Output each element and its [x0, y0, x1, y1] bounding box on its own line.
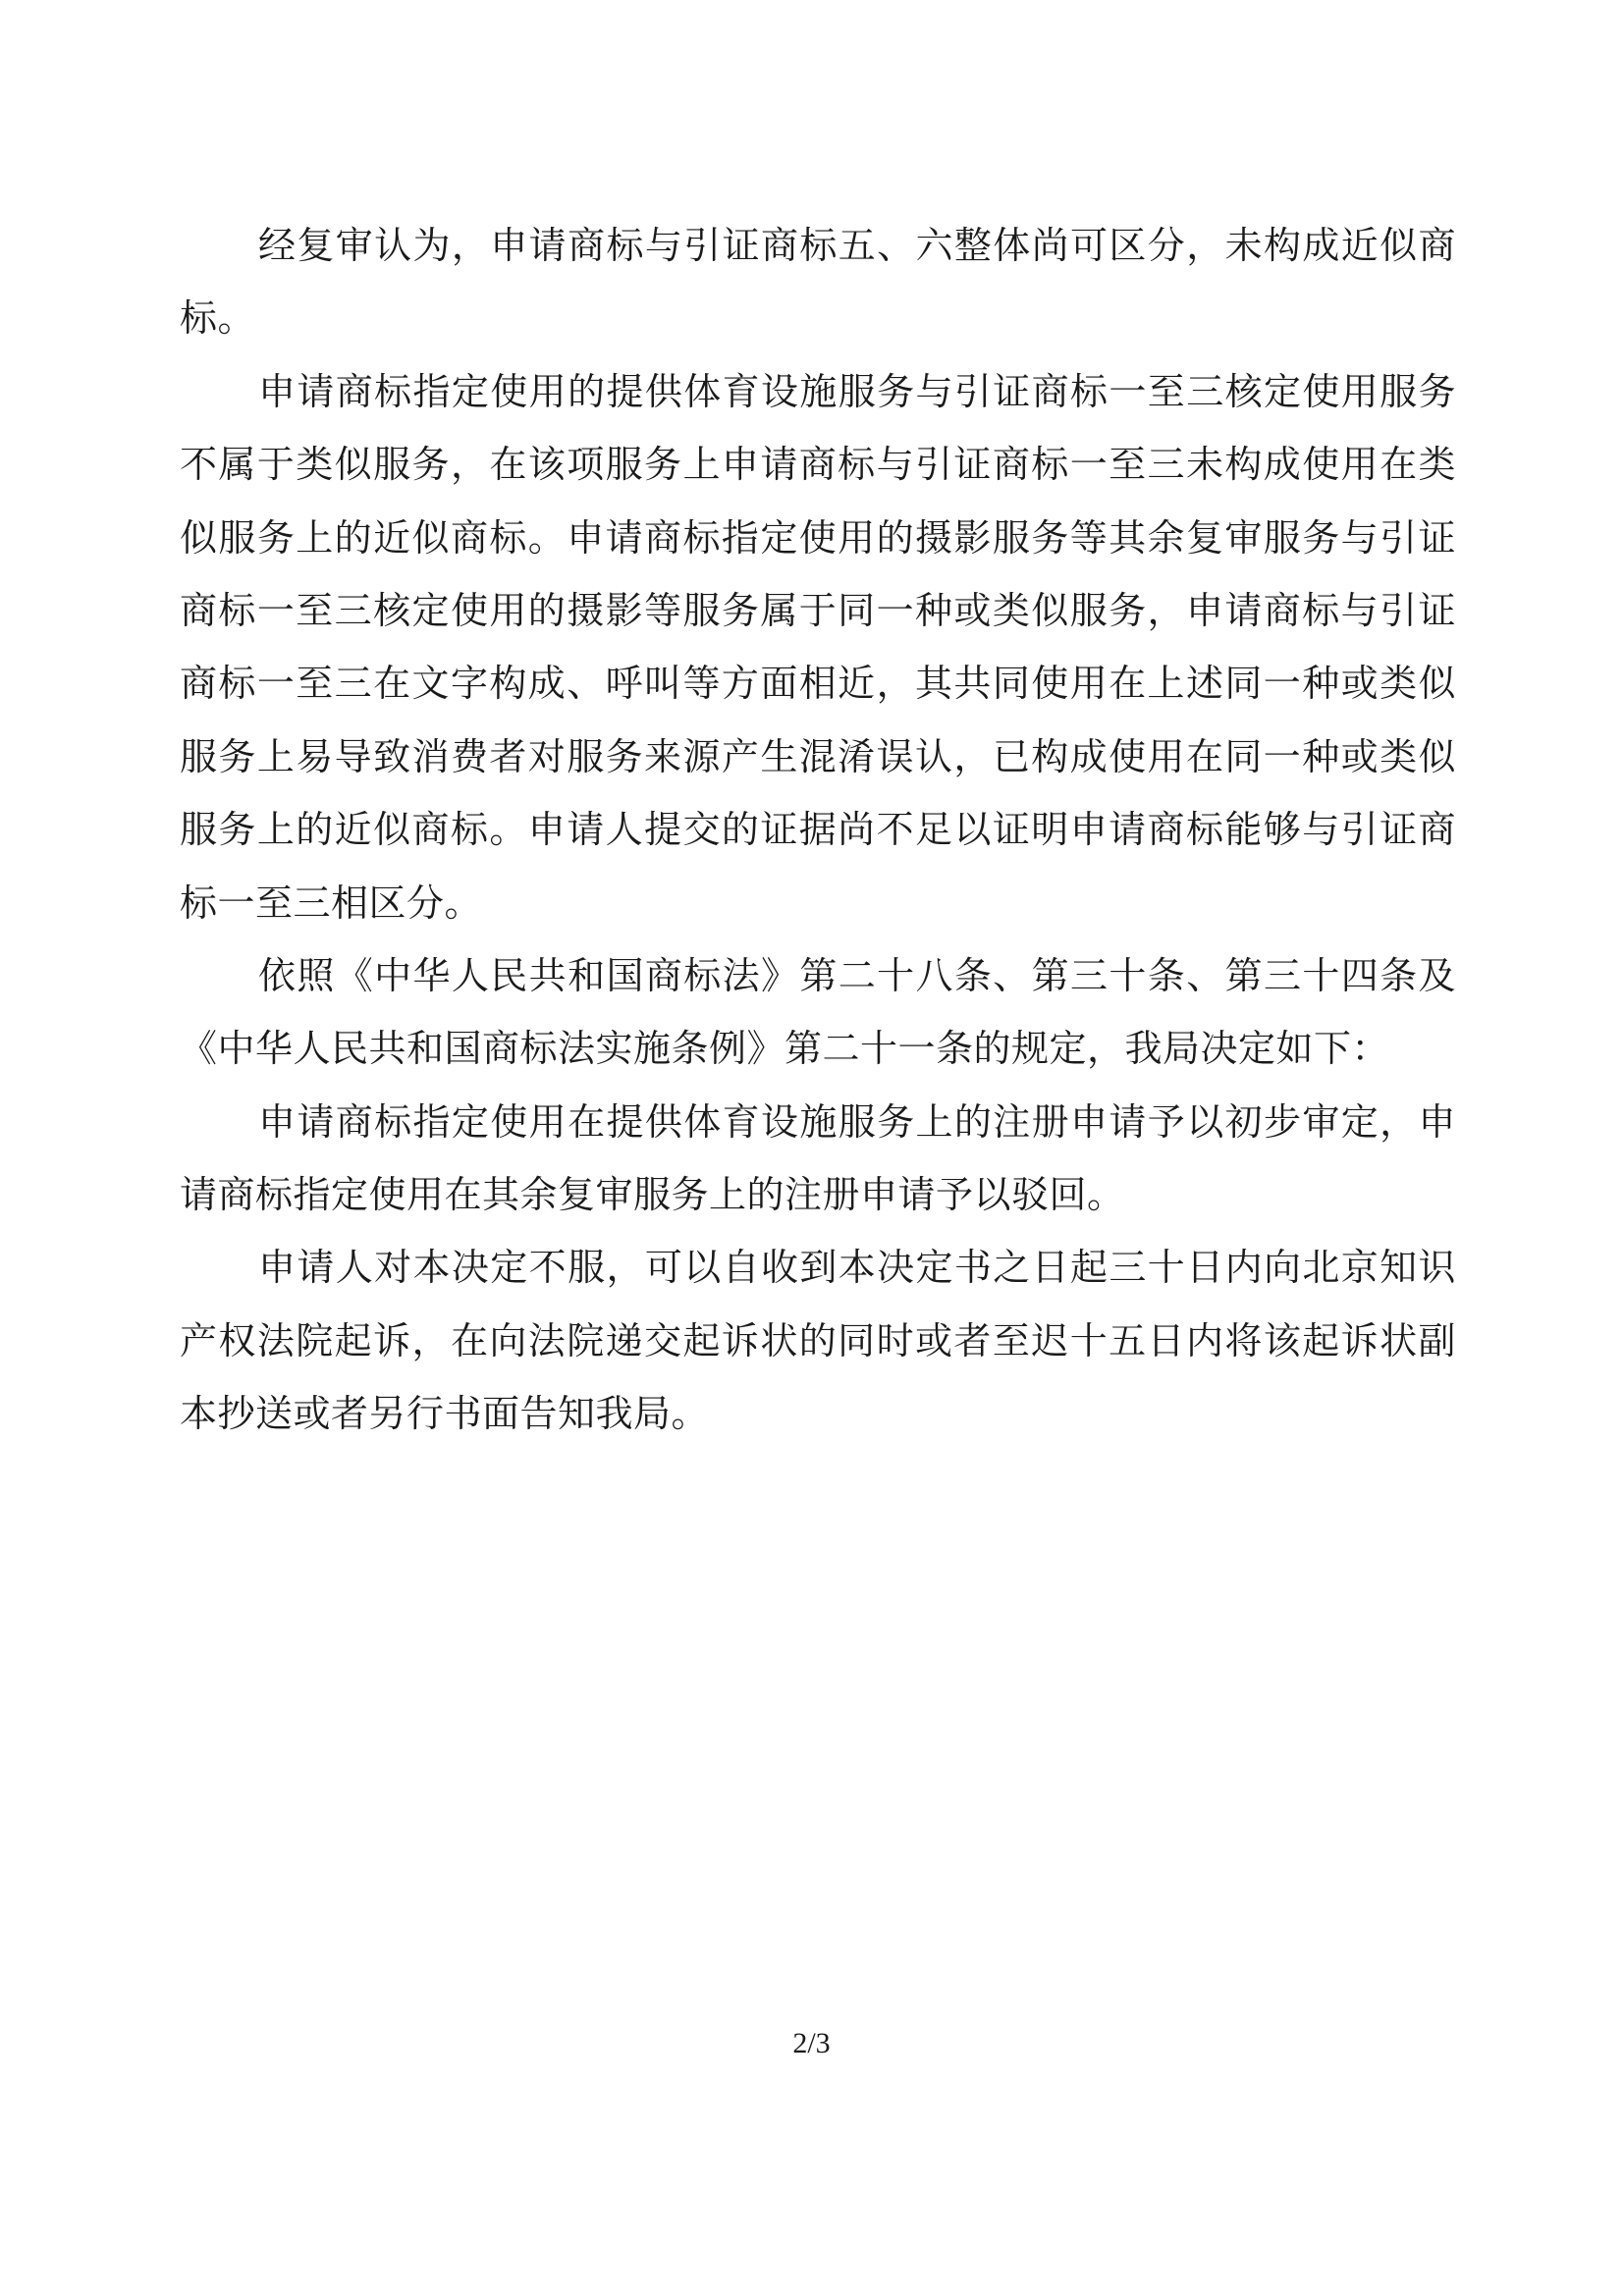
text-line: 商标一至三核定使用的摄影等服务属于同一种或类似服务，申请商标与引证 — [180, 588, 1456, 632]
text-line: 申请商标指定使用在提供体育设施服务上的注册申请予以初步审定，申 — [258, 1099, 1456, 1144]
text-line: 申请商标指定使用的提供体育设施服务与引证商标一至三核定使用服务 — [258, 369, 1456, 413]
text-line: 依照《中华人民共和国商标法》第二十八条、第三十条、第三十四条及 — [258, 953, 1456, 997]
paragraph-3 — [180, 939, 1456, 1086]
text-line: 商标一至三在文字构成、呼叫等方面相近，其共同使用在上述同一种或类似 — [180, 662, 1456, 706]
text-line: 经复审认为，申请商标与引证商标五、六整体尚可区分，未构成近似商 — [258, 224, 1456, 267]
text-line: 标。 — [180, 296, 256, 341]
text-line: 不属于类似服务，在该项服务上申请商标与引证商标一至三未构成使用在类 — [180, 443, 1456, 487]
text-line: 请商标指定使用在其余复审服务上的注册申请予以驳回。 — [180, 1173, 1125, 1217]
text-line: 标一至三相区分。 — [180, 881, 483, 925]
text-line: 《中华人民共和国商标法实施条例》第二十一条的规定，我局决定如下： — [180, 1027, 1390, 1071]
text-line: 本抄送或者另行书面告知我局。 — [180, 1392, 710, 1436]
text-line: 产权法院起诉，在向法院递交起诉状的同时或者至迟十五日内将该起诉状副 — [180, 1318, 1456, 1362]
text-line: 似服务上的近似商标。申请商标指定使用的摄影服务等其余复审服务与引证 — [180, 515, 1456, 560]
page-number: 2/3 — [792, 2027, 831, 2059]
paragraph-4 — [180, 1086, 1456, 1232]
text-line: 服务上的近似商标。申请人提交的证据尚不足以证明申请商标能够与引证商 — [180, 808, 1456, 852]
paragraph-1 — [180, 209, 1456, 355]
decision-body — [180, 209, 1456, 1451]
paragraph-5 — [180, 1231, 1456, 1450]
paragraph-2 — [180, 355, 1456, 939]
text-line: 服务上易导致消费者对服务来源产生混淆误认，已构成使用在同一种或类似 — [180, 734, 1456, 778]
text-line: 申请人对本决定不服，可以自收到本决定书之日起三十日内向北京知识 — [258, 1246, 1456, 1290]
